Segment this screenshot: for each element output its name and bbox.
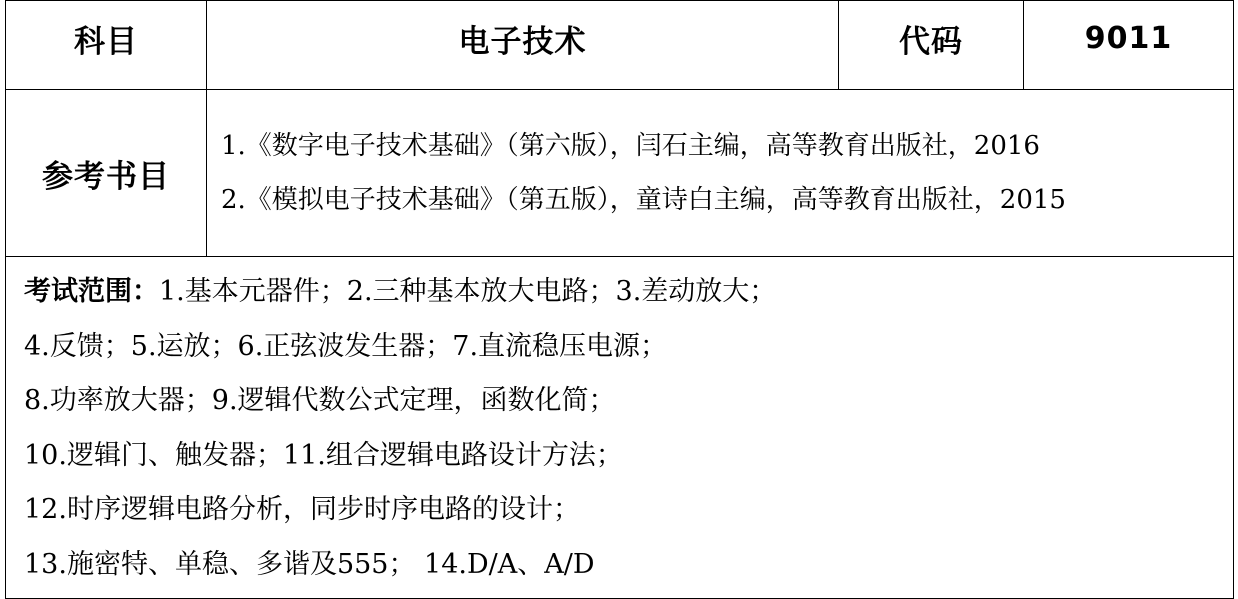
header-row: [6, 1, 1234, 90]
scope-line-6: 13.施密特、单稳、多谐及555； 14.D/A、A/D: [24, 548, 595, 580]
reference-book-2: 2.《模拟电子技术基础》（第五版），童诗白主编，高等教育出版社，2015: [221, 185, 1066, 215]
references-label: 参考书目: [6, 90, 207, 257]
code-value: 9011: [1024, 1, 1234, 90]
exam-scope: [6, 257, 1234, 599]
scope-line-5: 12.时序逻辑电路分析，同步时序电路的设计；: [24, 494, 580, 525]
code-label: 代码: [839, 1, 1024, 90]
references-list: [207, 90, 1234, 257]
scope-item-text: 1.基本元器件；2.三种基本放大电路；3.差动放大；: [159, 276, 777, 307]
scope-line-3: 8.功率放大器；9.逻辑代数公式定理，函数化简；: [24, 385, 616, 416]
subject-label: 科目: [6, 1, 207, 90]
subject-value: 电子技术: [207, 1, 839, 90]
scope-row: [6, 257, 1234, 599]
scope-line-1: [24, 265, 1233, 320]
references-row: [6, 90, 1234, 257]
scope-line-2: 4.反馈；5.运放；6.正弦波发生器；7.直流稳压电源；: [24, 330, 668, 362]
scope-line-4: 10.逻辑门、触发器；11.组合逻辑电路设计方法；: [24, 439, 623, 471]
syllabus-table: [5, 0, 1234, 599]
scope-title: 考试范围：: [24, 276, 159, 307]
reference-book-1: 1.《数字电子技术基础》（第六版），闫石主编，高等教育出版社，2016: [221, 131, 1040, 161]
